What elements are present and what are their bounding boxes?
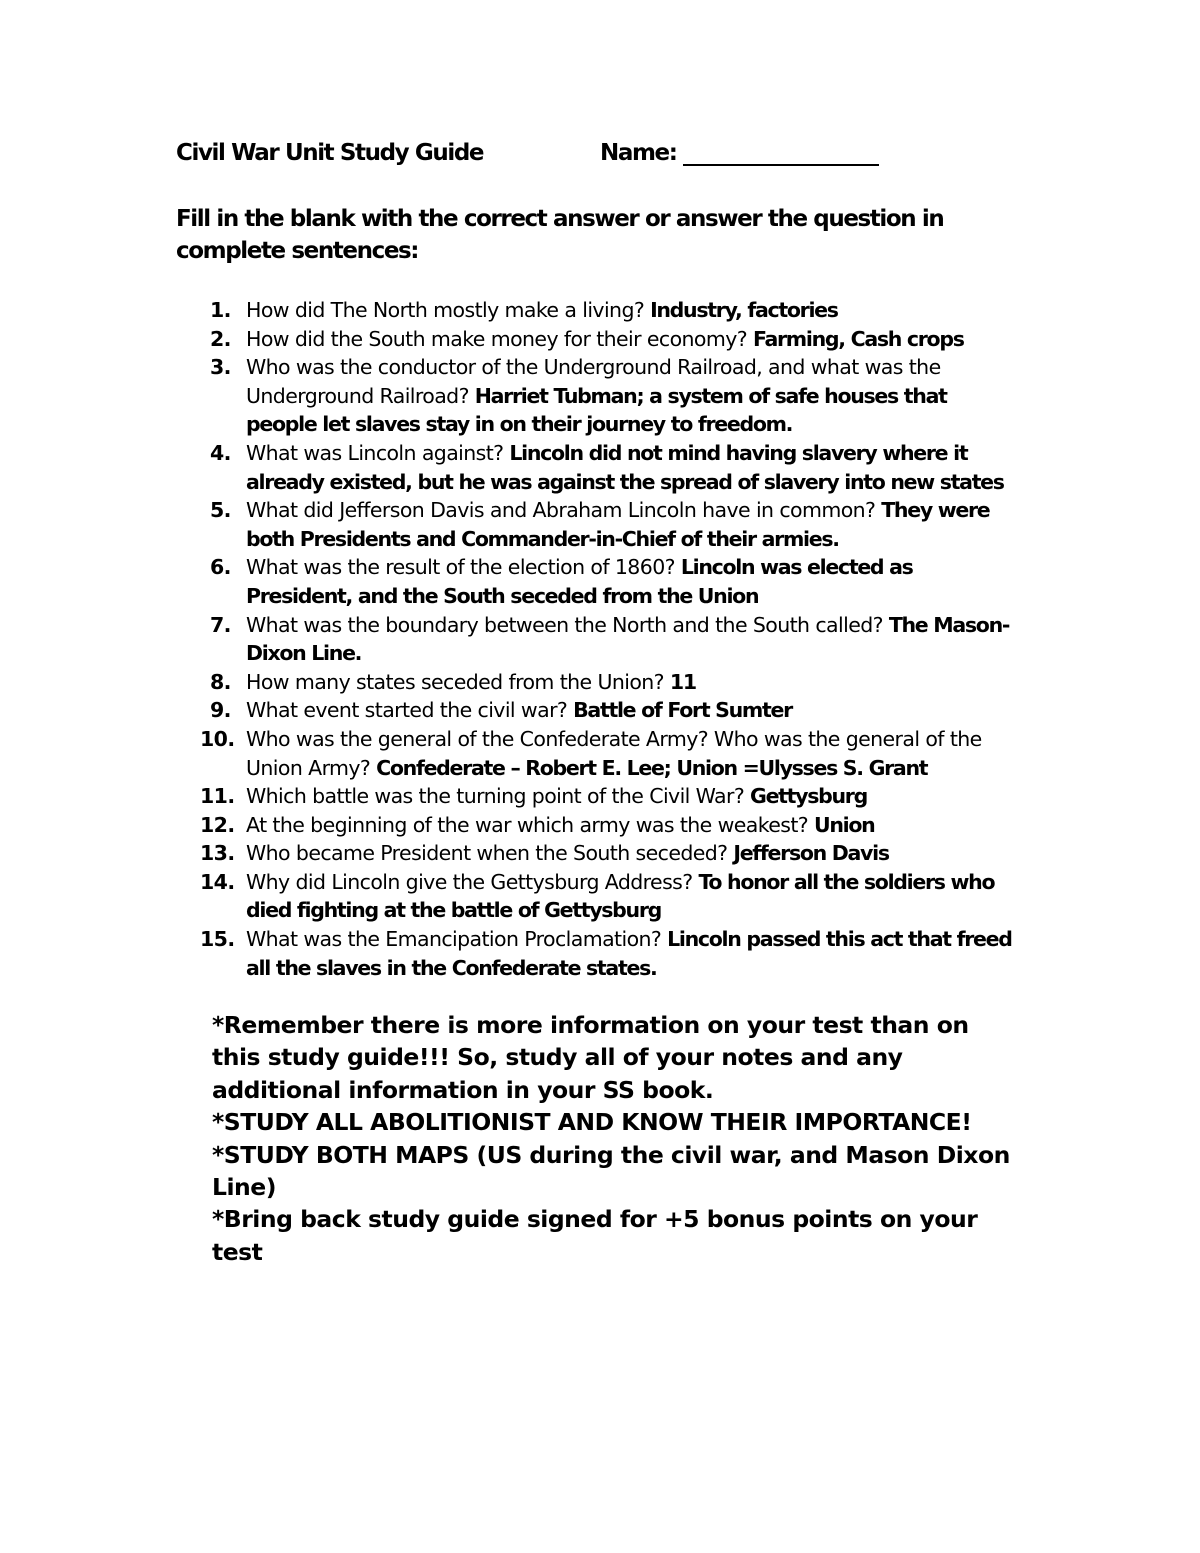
note-reminder: *Remember there is more information on your test than on this study guide!!! So, study all of your notes and any additional information in your SS book. <box>212 1011 969 1104</box>
question-text: What was the Emancipation Proclamation? <box>246 927 668 952</box>
question-number: 4. <box>210 440 231 465</box>
answer-text: 11 <box>669 669 696 694</box>
name-field <box>600 140 879 166</box>
answer-text: Battle of Fort Sumter <box>573 698 792 723</box>
answer-text: Harriet Tubman; a system of safe houses that people let slaves stay in on their journey to freedom. <box>246 383 947 437</box>
document-title: Civil War Unit Study Guide <box>176 140 484 166</box>
answer-text: Union <box>814 812 875 837</box>
document-header <box>176 140 677 166</box>
question-item <box>200 925 1020 982</box>
question-item <box>200 839 1020 868</box>
question-text: Why did Lincoln give the Gettysburg Address? <box>246 869 699 894</box>
name-label: Name: <box>600 140 677 166</box>
question-item <box>200 325 1020 354</box>
answer-text: Gettysburg <box>750 784 867 809</box>
question-number: 2. <box>210 326 231 351</box>
question-text: Which battle was the turning point of the Civil War? <box>246 784 751 809</box>
question-number: 13. <box>200 841 235 866</box>
note-abolitionists: *STUDY ALL ABOLITIONIST AND KNOW THEIR IMPORTANCE! <box>212 1108 972 1137</box>
question-text: What was the result of the election of 1860? <box>246 555 681 580</box>
answer-text: The Mason-Dixon Line. <box>246 612 1010 666</box>
question-item <box>200 696 1020 725</box>
question-number: 7. <box>210 612 231 637</box>
question-text: Who was the conductor of the Underground Railroad, and what was the Underground Railroad? <box>246 355 941 408</box>
answer-text: Confederate – Robert E. Lee; Union =Ulysses S. Grant <box>376 755 928 780</box>
answer-text: Industry, factories <box>650 298 838 322</box>
answer-text: Farming, Cash crops <box>752 326 964 351</box>
question-text: At the beginning of the war which army was the weakest? <box>246 812 814 837</box>
question-number: 10. <box>200 726 235 751</box>
question-text: What event started the civil war? <box>246 698 574 723</box>
question-number: 1. <box>210 298 231 322</box>
question-item <box>200 496 1020 553</box>
question-item <box>200 439 1020 496</box>
question-number: 6. <box>210 555 231 580</box>
answer-text: Lincoln passed this act that freed all the slaves in the Confederate states. <box>246 927 1012 980</box>
study-notes <box>212 1009 1012 1268</box>
answer-text: To honor all the soldiers who died fighting at the battle of Gettysburg <box>246 869 995 923</box>
question-item <box>200 782 1020 811</box>
question-list <box>200 296 1020 982</box>
instructions: Fill in the blank with the correct answer or answer the question in complete sentences: <box>176 206 944 264</box>
question-number: 8. <box>210 669 231 694</box>
question-item <box>200 725 1020 782</box>
answer-text: Lincoln was elected as President, and the South seceded from the Union <box>246 555 913 608</box>
question-text: How many states seceded from the Union? <box>246 669 670 694</box>
question-number: 12. <box>200 812 235 837</box>
question-number: 11. <box>200 784 235 809</box>
question-text: What did Jefferson Davis and Abraham Lincoln have in common? <box>246 498 882 523</box>
question-item <box>200 611 1020 668</box>
question-text: Who was the general of the Confederate Army? Who was the general of the Union Army? <box>246 726 982 780</box>
question-number: 3. <box>210 355 231 380</box>
question-item <box>200 668 1020 697</box>
answer-text: Jefferson Davis <box>733 841 889 866</box>
name-blank-line <box>683 140 879 166</box>
question-number: 15. <box>200 927 235 952</box>
question-text: What was Lincoln against? <box>246 440 510 465</box>
answer-text: Lincoln did not mind having slavery where it already existed, but he was against the spread of slavery into new states <box>246 440 1004 494</box>
question-item <box>200 353 1020 439</box>
note-bonus: *Bring back study guide signed for +5 bonus points on your test <box>212 1205 978 1266</box>
question-text: Who became President when the South seceded? <box>246 841 734 866</box>
question-number: 9. <box>210 698 231 723</box>
question-number: 14. <box>200 869 235 894</box>
question-item <box>200 811 1020 840</box>
question-item <box>200 553 1020 610</box>
question-text: How did the South make money for their economy? <box>246 326 753 351</box>
answer-text: They were both Presidents and Commander-in-Chief of their armies. <box>246 498 990 551</box>
question-item <box>200 296 1020 325</box>
question-number: 5. <box>210 498 231 523</box>
note-maps: *STUDY BOTH MAPS (US during the civil war, and Mason Dixon Line) <box>212 1140 1010 1202</box>
question-text: What was the boundary between the North and the South called? <box>246 612 889 637</box>
question-text: How did The North mostly make a living? <box>246 298 651 322</box>
question-item <box>200 868 1020 925</box>
